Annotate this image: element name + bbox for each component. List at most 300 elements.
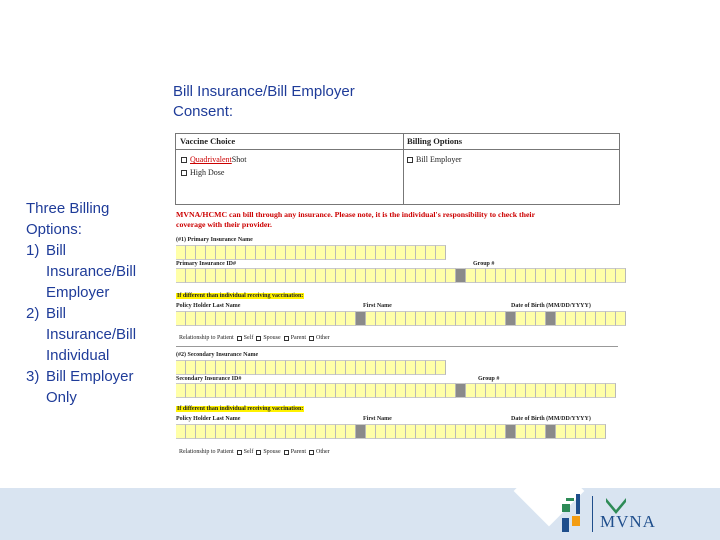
form-cell[interactable] [526,424,536,439]
form-cell[interactable] [406,383,416,398]
list-heading-line2: Options: [26,221,82,238]
high-dose-label: High Dose [190,168,225,177]
form-cell[interactable] [176,383,186,398]
form-cell[interactable] [356,245,366,260]
form-cell[interactable] [546,383,556,398]
group-number-label: Group # [473,261,495,267]
form-cell[interactable] [436,268,446,283]
form-cell[interactable] [246,360,256,375]
form-cell[interactable] [476,383,486,398]
form-cell[interactable] [196,360,206,375]
form-cell[interactable] [266,311,276,326]
form-cell[interactable] [536,424,546,439]
form-cell[interactable] [416,360,426,375]
form-cell[interactable] [466,424,476,439]
self-label: Self [243,449,254,455]
form-cell[interactable] [556,268,566,283]
form-cell[interactable] [186,311,196,326]
form-cell[interactable] [246,311,256,326]
form-cell[interactable] [486,424,496,439]
vaccine-choice-header: Vaccine Choice [180,136,236,146]
form-cell[interactable] [406,245,416,260]
vaccine-choice-table [175,133,620,205]
insurance-note-line1: MVNA/HCMC can bill through any insurance. Please note, it is the individual's responsibility to check their [176,210,536,219]
form-cell[interactable] [286,383,296,398]
if-different-text: If different than individual receiving vaccination: [177,293,304,299]
form-cell[interactable] [606,383,616,398]
form-cell[interactable] [546,268,556,283]
form-cell[interactable] [236,311,246,326]
form-cell[interactable] [206,311,216,326]
form-cell[interactable] [526,268,536,283]
form-cell[interactable] [416,245,426,260]
form-cell[interactable] [316,360,326,375]
form-cell[interactable] [436,360,446,375]
list-item-line: Employer [46,284,110,301]
form-cell[interactable] [316,268,326,283]
parent-checkbox[interactable] [284,336,289,341]
form-cell[interactable] [596,311,606,326]
form-cell[interactable] [496,268,506,283]
form-cell[interactable] [316,424,326,439]
primary-insurance-id-label: Primary Insurance ID# [176,261,236,267]
form-cell[interactable] [436,424,446,439]
form-cell[interactable] [356,360,366,375]
form-cell[interactable] [366,268,376,283]
form-cell[interactable] [416,424,426,439]
form-cell[interactable] [306,383,316,398]
form-cell[interactable] [396,245,406,260]
form-cell[interactable] [406,424,416,439]
form-cell[interactable] [316,245,326,260]
form-cell[interactable] [196,245,206,260]
form-cell[interactable] [266,360,276,375]
form-cell[interactable] [326,245,336,260]
form-cell[interactable] [306,268,316,283]
date-of-birth-label: Date of Birth (MM/DD/YYYY) [511,303,591,309]
form-cell[interactable] [356,383,366,398]
form-cell[interactable] [426,360,436,375]
form-cell[interactable] [596,424,606,439]
form-cell[interactable] [456,268,466,283]
form-cell[interactable] [316,383,326,398]
form-cell[interactable] [586,383,596,398]
form-cell[interactable] [616,268,626,283]
relationship-row-2 [179,449,330,455]
form-cell[interactable] [206,245,216,260]
form-cell[interactable] [376,424,386,439]
secondary-insurance-name-field[interactable] [176,360,446,375]
form-cell[interactable] [426,383,436,398]
self-checkbox[interactable] [237,450,242,455]
consent-form [173,130,623,470]
group-number-label: Group # [478,376,500,382]
insurance-note [176,210,621,230]
form-cell[interactable] [306,245,316,260]
form-cell[interactable] [376,245,386,260]
form-cell[interactable] [526,383,536,398]
form-cell[interactable] [306,311,316,326]
form-cell[interactable] [326,311,336,326]
form-cell[interactable] [256,245,266,260]
form-cell[interactable] [466,383,476,398]
mvna-logo-text: MVNA [600,512,656,531]
form-cell[interactable] [556,383,566,398]
secondary-insurance-name-label: (#2) Secondary Insurance Name [176,352,259,358]
form-cell[interactable] [366,383,376,398]
form-cell[interactable] [536,383,546,398]
form-cell[interactable] [586,424,596,439]
parent-checkbox[interactable] [284,450,289,455]
form-cell[interactable] [336,245,346,260]
form-cell[interactable] [556,424,566,439]
form-cell[interactable] [426,245,436,260]
form-cell[interactable] [326,268,336,283]
form-cell[interactable] [236,383,246,398]
mvna-logo [560,492,680,536]
form-cell[interactable] [456,383,466,398]
form-cell[interactable] [606,268,616,283]
form-cell[interactable] [466,311,476,326]
spouse-checkbox[interactable] [256,336,261,341]
form-cell[interactable] [256,360,266,375]
form-cell[interactable] [446,424,456,439]
quadrivalent-option[interactable] [181,155,246,164]
form-cell[interactable] [296,268,306,283]
policy-holder-row-1[interactable] [176,311,626,326]
form-cell[interactable] [476,311,486,326]
form-cell[interactable] [286,245,296,260]
high-dose-checkbox[interactable] [181,170,187,176]
form-cell[interactable] [196,268,206,283]
list-item-line: Bill [46,305,67,322]
form-cell[interactable] [386,311,396,326]
form-cell[interactable] [326,383,336,398]
form-cell[interactable] [516,424,526,439]
first-name-label: First Name [363,416,392,422]
form-cell[interactable] [576,424,586,439]
form-cell[interactable] [296,311,306,326]
form-cell[interactable] [556,311,566,326]
form-cell[interactable] [496,311,506,326]
form-cell[interactable] [576,311,586,326]
form-cell[interactable] [256,383,266,398]
form-cell[interactable] [236,268,246,283]
policy-holder-row-2[interactable] [176,424,606,439]
form-cell[interactable] [206,383,216,398]
form-cell[interactable] [546,311,556,326]
billing-options-header: Billing Options [407,136,463,146]
form-cell[interactable] [296,245,306,260]
form-cell[interactable] [176,311,186,326]
form-cell[interactable] [416,268,426,283]
form-cell[interactable] [276,424,286,439]
form-cell[interactable] [496,424,506,439]
form-cell[interactable] [616,311,626,326]
form-cell[interactable] [446,383,456,398]
form-cell[interactable] [396,311,406,326]
slide-title-line2: Consent: [173,103,234,120]
form-cell[interactable] [566,311,576,326]
form-cell[interactable] [276,245,286,260]
form-cell[interactable] [226,383,236,398]
form-cell[interactable] [186,360,196,375]
slide-title-line1: Bill Insurance/Bill Employer [173,83,355,100]
other-checkbox[interactable] [309,450,314,455]
form-cell[interactable] [536,268,546,283]
parent-label: Parent [290,449,307,455]
form-cell[interactable] [316,311,326,326]
form-cell[interactable] [376,268,386,283]
list-item-number: 3) [26,368,40,385]
form-cell[interactable] [246,424,256,439]
form-cell[interactable] [576,383,586,398]
form-cell[interactable] [216,360,226,375]
form-cell[interactable] [276,268,286,283]
form-cell[interactable] [206,424,216,439]
form-cell[interactable] [346,383,356,398]
form-cell[interactable] [596,268,606,283]
form-cell[interactable] [506,268,516,283]
form-cell[interactable] [236,245,246,260]
form-cell[interactable] [186,383,196,398]
date-of-birth-label: Date of Birth (MM/DD/YYYY) [511,416,591,422]
form-cell[interactable] [356,268,366,283]
relationship-label: Relationship to Patient [179,449,234,455]
form-cell[interactable] [486,268,496,283]
form-cell[interactable] [276,383,286,398]
form-cell[interactable] [336,311,346,326]
form-cell[interactable] [516,268,526,283]
form-cell[interactable] [276,311,286,326]
list-item [26,366,166,408]
form-cell[interactable] [386,424,396,439]
form-cell[interactable] [216,268,226,283]
form-cell[interactable] [176,424,186,439]
form-cell[interactable] [506,424,516,439]
form-cell[interactable] [586,268,596,283]
form-cell[interactable] [186,268,196,283]
form-cell[interactable] [176,268,186,283]
form-cell[interactable] [216,383,226,398]
form-cell[interactable] [336,424,346,439]
form-cell[interactable] [226,245,236,260]
form-cell[interactable] [396,383,406,398]
bill-employer-label: Bill Employer [416,155,462,164]
form-cell[interactable] [446,268,456,283]
form-cell[interactable] [226,360,236,375]
form-cell[interactable] [296,360,306,375]
list-item [26,240,166,303]
form-cell[interactable] [256,311,266,326]
form-cell[interactable] [246,245,256,260]
form-cell[interactable] [586,311,596,326]
form-cell[interactable] [526,311,536,326]
section-divider [176,346,618,347]
spouse-label: Spouse [263,449,281,455]
form-cell[interactable] [406,311,416,326]
form-cell[interactable] [596,383,606,398]
form-cell[interactable] [356,311,366,326]
billing-options-list [26,198,166,408]
policy-holder-last-name-label: Policy Holder Last Name [176,416,241,422]
form-cell[interactable] [326,424,336,439]
first-name-label: First Name [363,303,392,309]
form-cell[interactable] [196,311,206,326]
form-cell[interactable] [416,383,426,398]
form-cell[interactable] [176,245,186,260]
form-cell[interactable] [236,360,246,375]
secondary-insurance-id-field[interactable] [176,383,616,398]
form-cell[interactable] [216,311,226,326]
spouse-checkbox[interactable] [256,450,261,455]
form-cell[interactable] [246,383,256,398]
form-cell[interactable] [346,245,356,260]
form-cell[interactable] [266,245,276,260]
form-cell[interactable] [286,424,296,439]
other-label: Other [316,449,330,455]
form-cell[interactable] [186,245,196,260]
parent-label: Parent [290,335,307,341]
form-cell[interactable] [396,268,406,283]
form-cell[interactable] [436,245,446,260]
if-different-text: If different than individual receiving vaccination: [177,406,304,412]
form-cell[interactable] [366,245,376,260]
form-cell[interactable] [366,311,376,326]
form-cell[interactable] [566,268,576,283]
form-cell[interactable] [266,383,276,398]
form-cell[interactable] [376,383,386,398]
high-dose-option[interactable] [181,168,224,177]
form-cell[interactable] [306,360,316,375]
list-item-line: Individual [46,347,110,364]
form-cell[interactable] [446,311,456,326]
form-cell[interactable] [566,383,576,398]
self-label: Self [243,335,254,341]
other-checkbox[interactable] [309,336,314,341]
form-cell[interactable] [336,360,346,375]
form-cell[interactable] [326,360,336,375]
form-cell[interactable] [456,424,466,439]
form-cell[interactable] [496,383,506,398]
spouse-label: Spouse [263,335,281,341]
form-cell[interactable] [486,383,496,398]
form-cell[interactable] [206,360,216,375]
other-label: Other [316,335,330,341]
form-cell[interactable] [216,245,226,260]
form-cell[interactable] [476,424,486,439]
form-cell[interactable] [356,424,366,439]
form-cell[interactable] [266,424,276,439]
form-cell[interactable] [226,424,236,439]
bill-employer-checkbox[interactable] [407,157,413,163]
form-cell[interactable] [386,268,396,283]
form-cell[interactable] [346,311,356,326]
form-cell[interactable] [256,424,266,439]
form-cell[interactable] [416,311,426,326]
self-checkbox[interactable] [237,336,242,341]
form-cell[interactable] [506,383,516,398]
form-cell[interactable] [246,268,256,283]
form-cell[interactable] [226,311,236,326]
quadrivalent-checkbox[interactable] [181,157,187,163]
form-cell[interactable] [576,268,586,283]
form-cell[interactable] [286,360,296,375]
form-cell[interactable] [296,424,306,439]
form-cell[interactable] [346,268,356,283]
form-cell[interactable] [426,424,436,439]
form-cell[interactable] [216,424,226,439]
form-cell[interactable] [426,311,436,326]
form-cell[interactable] [406,268,416,283]
form-cell[interactable] [456,311,466,326]
form-cell[interactable] [186,424,196,439]
form-cell[interactable] [436,311,446,326]
form-cell[interactable] [536,311,546,326]
form-cell[interactable] [506,311,516,326]
form-cell[interactable] [206,268,216,283]
form-cell[interactable] [486,311,496,326]
primary-insurance-id-field[interactable] [176,268,626,283]
form-cell[interactable] [236,424,246,439]
form-cell[interactable] [386,383,396,398]
form-cell[interactable] [376,360,386,375]
form-cell[interactable] [336,268,346,283]
slide-title [173,82,355,122]
form-cell[interactable] [346,424,356,439]
form-cell[interactable] [476,268,486,283]
secondary-insurance-id-label: Secondary Insurance ID# [176,376,242,382]
if-different-note [176,406,304,412]
form-cell[interactable] [376,311,386,326]
form-cell[interactable] [466,268,476,283]
shot-label: Shot [231,155,247,164]
form-cell[interactable] [286,268,296,283]
form-cell[interactable] [176,360,186,375]
form-cell[interactable] [516,311,526,326]
form-cell[interactable] [566,424,576,439]
primary-insurance-name-field[interactable] [176,245,446,260]
list-item-line: Insurance/Bill [46,326,137,343]
form-cell[interactable] [336,383,346,398]
form-cell[interactable] [386,360,396,375]
list-item-number: 2) [26,305,40,322]
form-cell[interactable] [396,360,406,375]
form-cell[interactable] [386,245,396,260]
form-cell[interactable] [516,383,526,398]
form-cell[interactable] [606,311,616,326]
list-item-line: Only [46,389,77,406]
form-cell[interactable] [366,360,376,375]
form-cell[interactable] [256,268,266,283]
form-cell[interactable] [396,424,406,439]
form-cell[interactable] [226,268,236,283]
form-cell[interactable] [276,360,286,375]
bill-employer-option[interactable] [407,155,462,164]
form-cell[interactable] [406,360,416,375]
form-cell[interactable] [426,268,436,283]
form-cell[interactable] [286,311,296,326]
form-cell[interactable] [266,268,276,283]
form-cell[interactable] [196,383,206,398]
form-cell[interactable] [436,383,446,398]
form-cell[interactable] [366,424,376,439]
form-cell[interactable] [306,424,316,439]
form-cell[interactable] [296,383,306,398]
form-cell[interactable] [546,424,556,439]
form-cell[interactable] [196,424,206,439]
form-cell[interactable] [346,360,356,375]
